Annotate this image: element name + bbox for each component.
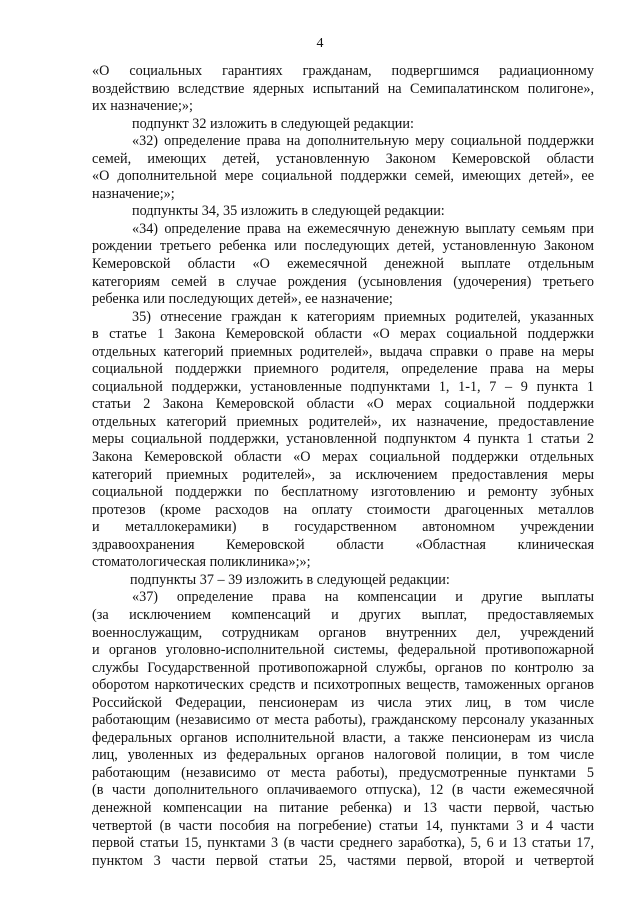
text-line: подпункт 32 изложить в следующей редакции: (132, 115, 414, 132)
text-line: их назначение;»; (92, 98, 193, 115)
text-line: четвертой (в части пособия на погребение) статьи 14, пунктами 3 и 4 части (92, 817, 594, 834)
text-line: ребенка или последующих детей», ее назначение; (92, 291, 393, 308)
text-line: категорий приемных родителей», за исключением предоставления меры (92, 466, 594, 483)
text-line: пунктом 3 части первой статьи 25, частями первой, второй и четвертой (92, 852, 594, 869)
text-line: и металлокерамики) в государственном автономном учреждении (92, 519, 594, 536)
text-line: военнослужащим, сотрудникам органов внутренних дел, учреждений (92, 624, 594, 641)
text-line: «О социальных гарантиях гражданам, подвергшимся радиационному (92, 63, 594, 79)
text-line: Кемеровской области «О ежемесячной денежной выплате отдельным (92, 256, 594, 273)
text-line: федеральных органов исполнительной власти, а также пенсионерам из числа (92, 729, 594, 746)
text-line: лиц, уволенных из федеральных органов налоговой полиции, в том числе (92, 747, 594, 764)
text-line: Закона Кемеровской области «О мерах социальной поддержки отдельных (92, 449, 594, 466)
text-line: и органов уголовно-исполнительной системы, федеральной противопожарной (92, 642, 594, 659)
text-line: оборотом наркотических средств и психотропных веществ, таможенных органов (92, 677, 594, 694)
text-line: «34) определение права на ежемесячную денежную выплату семьям при (132, 220, 594, 237)
text-line: назначение;»; (92, 185, 175, 202)
text-line: категориям семей в случае рождения (усыновления (удочерения) третьего (92, 273, 594, 290)
text-line: денежной компенсации на питание ребенка) и 13 части первой, частью (92, 799, 594, 816)
page-number: 4 (316, 36, 324, 51)
text-line: 35) отнесение граждан к категориям приемных родителей, указанных (132, 308, 594, 325)
text-line: «О дополнительной мере социальной поддержки семей, имеющих детей», ее (92, 168, 594, 185)
text-line: Российской Федерации, пенсионерам из числа этих лиц, в том числе (92, 694, 594, 711)
text-line: работающим (независимо от места работы), предусмотренные пунктами 5 (92, 764, 594, 781)
text-line: здравоохранения Кемеровской области «Областная клиническая (92, 536, 594, 553)
text-line: семей, имеющих детей, установленную Законом Кемеровской области (92, 150, 594, 167)
text-line: (за исключением компенсаций и других выплат, предоставляемых (92, 606, 594, 623)
text-line: социальной поддержки по бесплатному изготовлению и ремонту зубных (92, 484, 594, 501)
text-line: социальной поддержки, установленные подпунктами 1, 1-1, 7 – 9 пункта 1 (92, 378, 594, 395)
text-line: подпункты 37 – 39 изложить в следующей редакции: (130, 571, 450, 588)
text-line: в статье 1 Закона Кемеровской области «О мерах социальной поддержки (92, 326, 594, 343)
text-line: подпункты 34, 35 изложить в следующей редакции: (132, 203, 445, 220)
text-line: рождении третьего ребенка или последующих детей, установленную Законом (92, 238, 594, 255)
document-text (92, 63, 594, 870)
text-line: отдельных категорий приемных родителей», выдача справки о праве на меры (92, 343, 594, 360)
text-line: протезов (кроме расходов на оплату стоимости драгоценных металлов (92, 501, 594, 518)
text-line: (в части дополнительного оплачиваемого отпуска), 12 (в части ежемесячной (92, 782, 594, 799)
text-line: стоматологическая поликлиника»;»; (92, 554, 311, 571)
text-line: работающим (независимо от места работы), гражданскому персоналу указанных (92, 712, 594, 729)
text-line: статьи 2 Закона Кемеровской области «О мерах социальной поддержки (92, 396, 594, 413)
text-line: «32) определение права на дополнительную меру социальной поддержки (132, 133, 594, 150)
text-line: первой статьи 15, пунктами 3 (в части среднего заработка), 5, 6 и 13 статьи 17, (92, 835, 594, 852)
text-line: службы Государственной противопожарной службы, органов по контролю за (92, 659, 594, 676)
text-line: «37) определение права на компенсации и другие выплаты (132, 589, 594, 606)
text-line: отдельных категорий приемных родителей», их назначение, предоставление (92, 413, 594, 430)
text-line: социальной поддержки приемного родителя, определение права на меры (92, 361, 594, 378)
text-line: воздействию вследствие ядерных испытаний на Семипалатинском полигоне», (92, 80, 594, 97)
text-line: меры социальной поддержки, установленной подпунктом 4 пункта 1 статьи 2 (92, 431, 594, 448)
